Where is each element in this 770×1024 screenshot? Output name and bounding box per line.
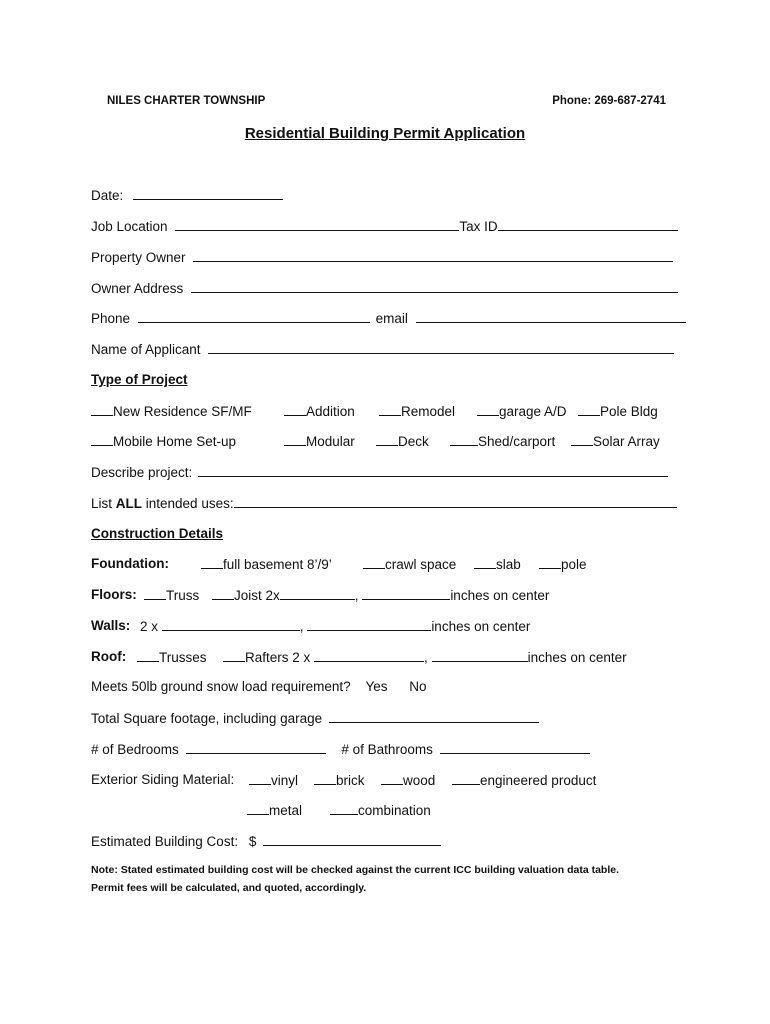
foundation-crawl-space[interactable] (363, 556, 456, 572)
date-row (91, 187, 283, 203)
option-label: garage A/D (499, 404, 567, 419)
roof-trusses[interactable] (137, 649, 207, 665)
list-suffix: intended uses: (142, 496, 234, 511)
option-label: brick (336, 773, 365, 788)
note-line-1: Note: Stated estimated building cost will be checked against the current ICC building valuation data table. (91, 864, 619, 876)
email-label: email (375, 311, 408, 326)
snow-load-no[interactable]: No (409, 679, 427, 694)
option-label: Pole Bldg (600, 404, 658, 419)
option-label: vinyl (271, 773, 299, 788)
option-label: Rafters 2 x (245, 650, 311, 665)
comma: , (424, 650, 428, 665)
construction-heading: Construction Details (91, 526, 224, 541)
property-owner-field[interactable] (193, 249, 673, 262)
option-label: New Residence SF/MF (113, 404, 252, 419)
option-label: Joist 2x (234, 588, 280, 603)
snow-load-row (91, 679, 427, 694)
intended-uses-field[interactable] (234, 495, 677, 508)
siding-vinyl[interactable] (249, 772, 298, 788)
floors-spacing-field[interactable] (362, 587, 450, 600)
cost-field[interactable] (263, 833, 441, 846)
floors-truss[interactable] (144, 587, 199, 603)
option-label: crawl space (385, 557, 457, 572)
roof-rafters[interactable] (223, 649, 627, 665)
option-label: Trusses (159, 650, 207, 665)
date-label: Date: (91, 188, 124, 203)
roof-label: Roof: (91, 649, 127, 664)
snow-load-label: Meets 50lb ground snow load requirement? (91, 679, 351, 694)
option-label: pole (561, 557, 587, 572)
applicant-label: Name of Applicant (91, 342, 201, 357)
option-new-residence[interactable] (91, 403, 252, 419)
applicant-row (91, 341, 674, 357)
floors-label: Floors: (91, 587, 137, 602)
cost-row (91, 833, 441, 849)
job-location-label: Job Location (91, 219, 168, 234)
owner-address-label: Owner Address (91, 281, 184, 296)
siding-label: Exterior Siding Material: (91, 772, 235, 787)
cost-label: Estimated Building Cost: (91, 834, 239, 849)
sqft-row (91, 710, 539, 726)
rooms-row (91, 741, 590, 757)
bathrooms-field[interactable] (440, 741, 590, 754)
bedrooms-field[interactable] (186, 741, 326, 754)
option-label: wood (403, 773, 436, 788)
floors-joist[interactable] (212, 587, 549, 603)
option-label: Truss (166, 588, 200, 603)
roof-spacing-field[interactable] (432, 649, 528, 662)
inches-on-center-label: inches on center (431, 619, 531, 634)
comma: , (299, 619, 304, 634)
township-name: NILES CHARTER TOWNSHIP (107, 95, 266, 107)
page-title: Residential Building Permit Application (244, 125, 526, 142)
siding-brick[interactable] (314, 772, 365, 788)
list-prefix: List (91, 496, 116, 511)
cost-dollar: $ (248, 834, 257, 849)
foundation-pole[interactable] (539, 556, 587, 572)
property-owner-row (91, 249, 673, 265)
foundation-slab[interactable] (474, 556, 521, 572)
walls-size-field[interactable] (162, 618, 300, 631)
siding-engineered[interactable] (452, 772, 596, 788)
property-owner-label: Property Owner (91, 250, 186, 265)
option-addition[interactable] (284, 403, 355, 419)
inches-on-center-label: inches on center (527, 650, 627, 665)
siding-combination[interactable] (330, 802, 431, 818)
option-label: Solar Array (593, 434, 660, 449)
option-label: combination (358, 803, 431, 818)
walls-2x-label: 2 x (140, 619, 159, 634)
snow-load-yes[interactable]: Yes (365, 679, 388, 694)
list-all: ALL (115, 496, 143, 511)
phone-row (91, 310, 686, 326)
option-label: Remodel (401, 404, 456, 419)
option-pole-bldg[interactable] (578, 403, 658, 419)
inches-on-center-label: inches on center (450, 588, 550, 603)
option-label: Modular (306, 434, 355, 449)
applicant-field[interactable] (208, 341, 674, 354)
floors-joist-size-field[interactable] (280, 587, 355, 600)
sqft-label: Total Square footage, including garage (91, 711, 323, 726)
tax-id-label: Tax ID (459, 219, 498, 234)
foundation-full-basement[interactable] (201, 556, 332, 572)
siding-wood[interactable] (381, 772, 435, 788)
siding-metal[interactable] (247, 802, 302, 818)
roof-rafter-size-field[interactable] (314, 649, 424, 662)
job-location-row (91, 218, 678, 234)
email-field[interactable] (416, 310, 686, 323)
sqft-field[interactable] (329, 710, 539, 723)
option-shed-carport[interactable] (450, 433, 555, 449)
describe-field[interactable] (198, 464, 668, 477)
owner-address-row (91, 280, 678, 296)
option-mobile-home[interactable] (91, 433, 236, 449)
option-solar-array[interactable] (571, 433, 660, 449)
option-label: Mobile Home Set-up (113, 434, 237, 449)
phone-label: Phone (91, 311, 131, 326)
bedrooms-label: # of Bedrooms (91, 742, 179, 757)
describe-row (91, 464, 668, 480)
option-label: full basement 8’/9’ (223, 557, 332, 572)
comma: , (354, 588, 359, 603)
option-label: Shed/carport (478, 434, 556, 449)
option-label: metal (269, 803, 303, 818)
note-line-2: Permit fees will be calculated, and quoted, accordingly. (91, 882, 367, 894)
owner-address-field[interactable] (191, 280, 678, 293)
walls-label: Walls: (91, 618, 131, 633)
job-location-field[interactable] (175, 218, 459, 231)
option-modular[interactable] (284, 433, 355, 449)
option-label: slab (496, 557, 521, 572)
option-garage[interactable] (477, 403, 567, 419)
describe-label: Describe project: (91, 465, 193, 480)
walls-spacing-field[interactable] (307, 618, 431, 631)
option-label: Deck (398, 434, 429, 449)
township-phone: Phone: 269-687-2741 (552, 95, 666, 107)
date-field[interactable] (133, 187, 283, 200)
option-remodel[interactable] (379, 403, 455, 419)
foundation-label: Foundation: (91, 556, 169, 571)
option-label: Addition (306, 404, 355, 419)
walls-row (140, 618, 530, 634)
bathrooms-label: # of Bathrooms (341, 742, 433, 757)
tax-id-field[interactable] (498, 218, 678, 231)
option-deck[interactable] (376, 433, 429, 449)
type-of-project-heading: Type of Project (91, 372, 188, 387)
option-label: engineered product (480, 773, 597, 788)
intended-uses-row (91, 495, 677, 511)
phone-field[interactable] (138, 310, 370, 323)
